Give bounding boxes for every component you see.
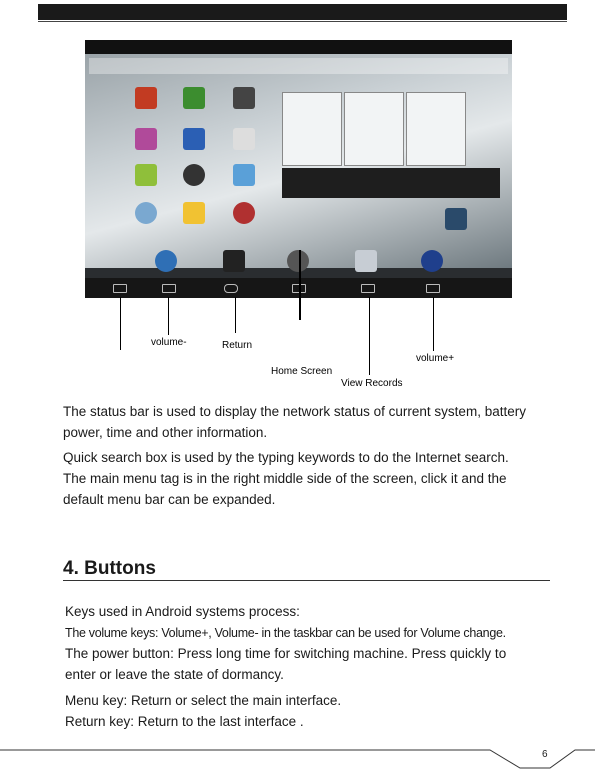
label-view-records: View Records <box>341 378 403 389</box>
recent-apps-icon <box>361 284 375 293</box>
recent-card <box>406 92 466 166</box>
app-icon <box>355 250 377 272</box>
app-icon <box>183 128 205 150</box>
app-icon <box>135 87 157 109</box>
intro-paragraph-1 <box>63 401 553 443</box>
quick-settings-panel <box>282 168 500 198</box>
app-icon <box>183 87 205 109</box>
app-icon <box>233 128 255 150</box>
volume-down-icon <box>162 284 176 293</box>
label-volume-plus: volume+ <box>416 353 455 364</box>
body-line: The power button: Press long time for switching machine. Press quickly to <box>65 646 507 661</box>
label-return: Return <box>222 340 253 351</box>
section-rule <box>63 580 550 581</box>
footer-decoration <box>0 748 595 769</box>
body-line: Return key: Return to the last interface . <box>65 714 304 729</box>
app-icon <box>421 250 443 272</box>
return-icon <box>224 284 238 293</box>
label-home-screen: Home Screen <box>271 366 333 377</box>
callout-line-home <box>299 250 301 320</box>
body-line: enter or leave the state of dormancy. <box>65 667 284 682</box>
app-icon <box>223 250 245 272</box>
quick-search-box <box>89 58 508 74</box>
text-line: The status bar is used to display the network status of current system, battery <box>63 404 526 419</box>
text-line: The main menu tag is in the right middle side of the screen, click it and the <box>63 471 507 486</box>
callout-line-menu <box>120 297 121 350</box>
clock-icon <box>183 164 205 186</box>
search-icon <box>135 202 157 224</box>
label-volume-minus: volume- <box>151 337 187 348</box>
app-icon <box>135 164 157 186</box>
menu-key-icon <box>113 284 127 293</box>
text-line: Quick search box is used by the typing keywords to do the Internet search. <box>63 450 509 465</box>
intro-paragraph-2 <box>63 447 553 510</box>
app-icon <box>233 87 255 109</box>
body-line: Menu key: Return or select the main interface. <box>65 693 342 708</box>
text-line: power, time and other information. <box>63 425 268 440</box>
recent-card <box>344 92 404 166</box>
body-line: Keys used in Android systems process: <box>65 604 300 619</box>
app-drawer-icon <box>287 250 309 272</box>
body-line: The volume keys: Volume+, Volume- in the taskbar can be used for Volume change. <box>65 626 506 640</box>
callout-line-volume-minus <box>168 297 169 335</box>
callout-line-return <box>235 297 236 333</box>
text-line: default menu bar can be expanded. <box>63 492 276 507</box>
mail-icon <box>183 202 205 224</box>
settings-icon <box>445 208 467 230</box>
browser-icon <box>155 250 177 272</box>
volume-up-icon <box>426 284 440 293</box>
callout-line-volume-plus <box>433 297 434 351</box>
callout-line-view-records <box>369 297 370 375</box>
section-heading: 4. Buttons <box>63 558 156 579</box>
recent-card <box>282 92 342 166</box>
status-bar <box>85 40 512 54</box>
header-rule <box>38 21 567 22</box>
share-icon <box>233 164 255 186</box>
header-bar <box>38 4 567 20</box>
page-number: 6 <box>542 749 548 760</box>
mic-icon <box>233 202 255 224</box>
app-icon <box>135 128 157 150</box>
